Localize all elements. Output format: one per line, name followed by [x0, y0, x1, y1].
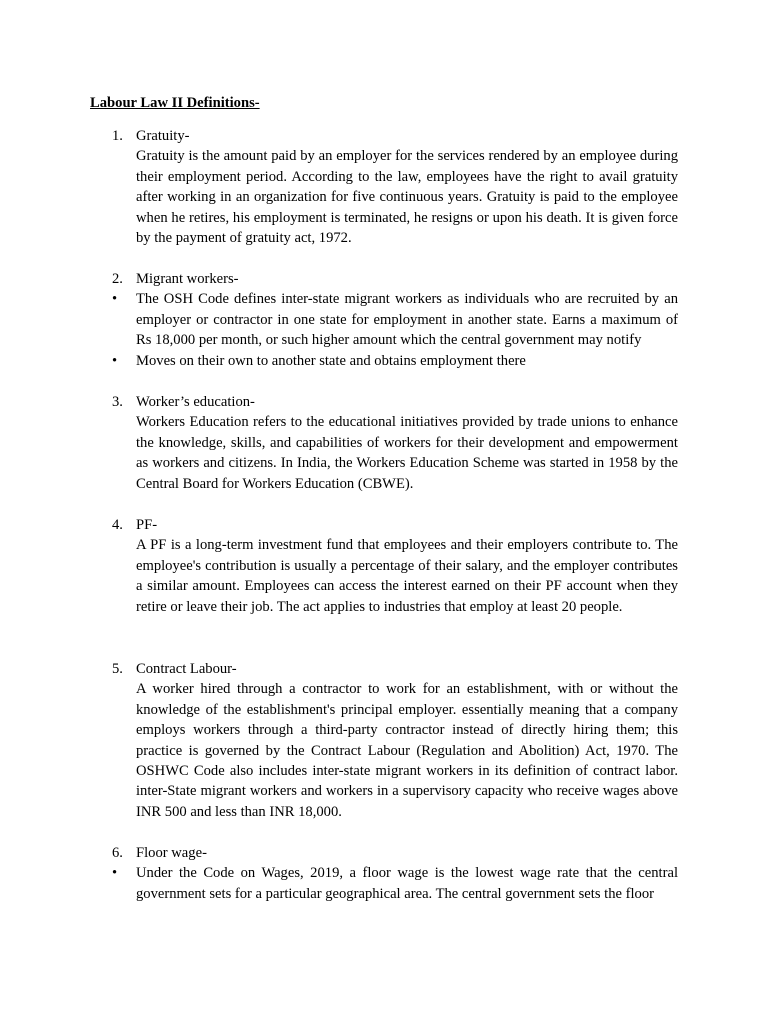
bullet-text: Under the Code on Wages, 2019, a floor wage is the lowest wage rate that the central government sets for a particular geographical area. The central government sets the floor	[136, 865, 678, 902]
item-number: 2.	[112, 271, 123, 287]
bullet-text: The OSH Code defines inter-state migrant workers as individuals who are recruited by an employer or contractor in one state for employment in another state. Earns a maximum of Rs 18,000 per month, or such higher amount which the central government may notify	[136, 291, 678, 349]
bullet-dot: •	[112, 352, 118, 369]
item-heading: Gratuity-	[136, 128, 190, 144]
item-heading: PF-	[136, 517, 158, 533]
item-heading: Migrant workers-	[136, 271, 239, 287]
item-paragraph: A worker hired through a contractor to work for an establishment, with or without the knowledge of the establishment's principal employer. essentially meaning that a company employs workers through a third-party contractor instead of directly hiring them; this practice is governed by the Contract Labour (Regulation and Abolition) Act, 1970. The OSHWC Code also includes inter-state migrant workers in its definition of contract labor. inter-State migrant workers and workers in a supervisory capacity who receive wages above INR 500 and less than INR 18,000.	[136, 681, 678, 820]
bullet-text: Moves on their own to another state and obtains employment there	[136, 352, 526, 369]
item-heading: Floor wage-	[136, 845, 207, 861]
item-number: 6.	[112, 845, 123, 861]
item-heading: Worker’s education-	[136, 394, 255, 410]
item-number: 3.	[112, 394, 123, 410]
item-number: 5.	[112, 661, 123, 677]
item-paragraph: Gratuity is the amount paid by an employer for the services rendered by an employee during their employment period. According to the law, employees have the right to avail gratuity after working in an organization for five continuous years. Gratuity is paid to the employee when he retires, his employment is terminated, he resigns or upon his death. It is given force by the payment of gratuity act, 1972.	[136, 148, 678, 247]
bullet-dot: •	[112, 291, 118, 308]
item-heading: Contract Labour-	[136, 661, 237, 677]
item-number: 4.	[112, 517, 123, 533]
bullet-dot: •	[112, 865, 118, 882]
item-number: 1.	[112, 128, 123, 144]
item-paragraph: Workers Education refers to the educational initiatives provided by trade unions to enhance the knowledge, skills, and capabilities of workers for their development and empowerment as workers and citizens. In India, the Workers Education Scheme was started in 1958 by the Central Board for Workers Education (CBWE).	[136, 414, 678, 492]
item-paragraph: A PF is a long-term investment fund that employees and their employers contribute to. The employee's contribution is usually a percentage of their salary, and the employer contributes a similar amount. Employees can access the interest earned on their PF account when they retire or leave their job. The act applies to industries that employ at least 20 people.	[136, 537, 678, 615]
document-title: Labour Law II Definitions-	[90, 95, 260, 111]
